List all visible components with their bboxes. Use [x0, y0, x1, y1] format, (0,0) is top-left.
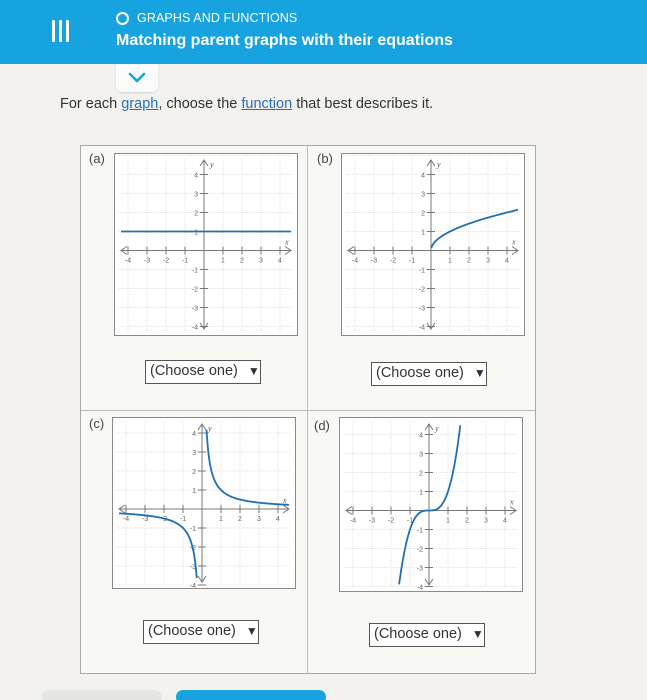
page-title: Matching parent graphs with their equations	[116, 32, 453, 49]
y-tick-label: -2	[416, 546, 423, 554]
y-tick-label: 3	[419, 451, 423, 459]
panel-a-label: (a)	[89, 151, 105, 166]
x-tick-label: -1	[408, 257, 416, 265]
instruction-text	[60, 96, 433, 112]
x-tick-label: -4	[124, 257, 132, 265]
circle-icon	[116, 12, 129, 25]
instruction-prefix: For each	[60, 96, 122, 112]
x-tick-label: -1	[181, 257, 189, 265]
x-tick-label: -4	[349, 517, 357, 525]
x-tick-label: 3	[259, 257, 263, 265]
graph-c	[112, 417, 296, 589]
function-curve	[119, 513, 197, 578]
answer-grid	[80, 145, 536, 674]
y-tick-label: -1	[189, 526, 196, 533]
x-tick-label: -3	[370, 257, 378, 265]
dropdown-c-text: (Choose one)	[148, 623, 236, 639]
y-axis-label: y	[210, 160, 214, 169]
x-tick-label: -2	[160, 516, 168, 523]
x-tick-label: 2	[467, 257, 471, 265]
triangle-down-icon: ▼	[247, 364, 260, 378]
panel-b-label: (b)	[317, 151, 333, 166]
x-axis-label: x	[283, 496, 287, 505]
instruction-suffix: that best describes it.	[292, 96, 434, 112]
x-tick-label: 3	[257, 516, 261, 523]
function-curve	[431, 210, 518, 248]
function-link[interactable]: function	[241, 96, 293, 112]
x-tick-label: 4	[505, 257, 509, 265]
menu-icon[interactable]	[50, 20, 70, 42]
x-tick-label: -4	[122, 516, 130, 523]
y-tick-label: 2	[419, 470, 423, 478]
dropdown-c[interactable]	[143, 620, 259, 644]
graph-c-svg	[113, 418, 295, 588]
y-tick-label: 4	[419, 432, 423, 440]
x-tick-label: -2	[387, 517, 395, 525]
x-tick-label: -1	[406, 517, 414, 525]
y-axis-label: y	[437, 160, 441, 169]
graph-a	[114, 153, 298, 336]
y-tick-label: -4	[416, 584, 423, 591]
dropdown-b[interactable]	[371, 362, 487, 386]
x-axis-label: x	[285, 237, 289, 247]
y-tick-label: 4	[421, 172, 425, 180]
y-tick-label: -4	[418, 324, 425, 332]
graph-link[interactable]: graph	[121, 96, 159, 112]
x-tick-label: 4	[276, 516, 280, 523]
grid-divider-horizontal	[81, 410, 535, 411]
y-tick-label: -1	[191, 267, 198, 275]
y-axis-label: y	[208, 424, 212, 433]
x-tick-label: -3	[143, 257, 151, 265]
topic-label: GRAPHS AND FUNCTIONS	[137, 11, 298, 25]
primary-action-button[interactable]	[176, 690, 326, 700]
secondary-action-button[interactable]	[42, 690, 162, 700]
chevron-down-icon	[128, 72, 146, 84]
dropdown-d[interactable]	[369, 623, 485, 647]
graph-b-svg	[342, 154, 524, 335]
y-tick-label: 1	[194, 229, 198, 237]
y-tick-label: -3	[191, 305, 198, 313]
y-tick-label: -1	[416, 527, 423, 535]
x-tick-label: 2	[465, 517, 469, 525]
y-tick-label: 3	[421, 191, 425, 199]
function-curve	[399, 425, 460, 584]
topic-row	[116, 11, 297, 25]
collapse-button[interactable]	[116, 64, 158, 92]
x-tick-label: -3	[141, 516, 149, 523]
x-tick-label: 1	[221, 257, 225, 265]
y-tick-label: 2	[194, 210, 198, 218]
graph-d-svg	[340, 418, 522, 591]
x-tick-label: 2	[240, 257, 244, 265]
y-tick-label: -2	[418, 286, 425, 294]
x-axis-label: x	[510, 497, 514, 507]
panel-c-label: (c)	[89, 416, 105, 431]
y-tick-label: -1	[418, 267, 425, 275]
y-tick-label: -4	[189, 583, 196, 588]
x-tick-label: 1	[448, 257, 452, 265]
x-tick-label: 1	[446, 517, 450, 525]
x-tick-label: 3	[486, 257, 490, 265]
x-tick-label: -3	[368, 517, 376, 525]
instruction-middle: , choose the	[158, 96, 242, 112]
x-tick-label: 1	[219, 516, 223, 523]
x-tick-label: -2	[389, 257, 397, 265]
dropdown-a[interactable]	[145, 360, 261, 384]
y-tick-label: 4	[192, 431, 196, 438]
y-tick-label: 4	[194, 172, 198, 180]
y-tick-label: 2	[421, 210, 425, 218]
x-tick-label: -2	[162, 257, 170, 265]
graph-d	[339, 417, 523, 592]
triangle-down-icon: ▼	[471, 627, 484, 641]
panel-d-label: (d)	[314, 418, 330, 433]
y-tick-label: 3	[194, 191, 198, 199]
function-curve	[207, 430, 290, 505]
top-bar	[0, 0, 647, 64]
x-axis-label: x	[512, 237, 516, 247]
x-tick-label: 2	[238, 516, 242, 523]
y-tick-label: -2	[189, 545, 196, 552]
y-tick-label: 3	[192, 450, 196, 457]
y-tick-label: -3	[416, 565, 423, 573]
graph-b	[341, 153, 525, 336]
y-tick-label: -3	[189, 564, 196, 571]
triangle-down-icon: ▼	[245, 624, 258, 638]
x-tick-label: 4	[278, 257, 282, 265]
y-tick-label: 1	[419, 489, 423, 497]
dropdown-a-text: (Choose one)	[150, 363, 238, 379]
x-tick-label: 4	[503, 517, 507, 525]
y-tick-label: -2	[191, 286, 198, 294]
triangle-down-icon: ▼	[473, 366, 486, 380]
dropdown-b-text: (Choose one)	[376, 365, 464, 381]
y-tick-label: -4	[191, 324, 198, 332]
x-tick-label: 3	[484, 517, 488, 525]
y-tick-label: 1	[192, 488, 196, 495]
graph-a-svg	[115, 154, 297, 335]
y-tick-label: 2	[192, 469, 196, 476]
y-tick-label: -3	[418, 305, 425, 313]
dropdown-d-text: (Choose one)	[374, 626, 462, 642]
x-tick-label: -1	[179, 516, 187, 523]
x-tick-label: -4	[351, 257, 359, 265]
y-axis-label: y	[435, 424, 439, 433]
y-tick-label: 1	[421, 229, 425, 237]
